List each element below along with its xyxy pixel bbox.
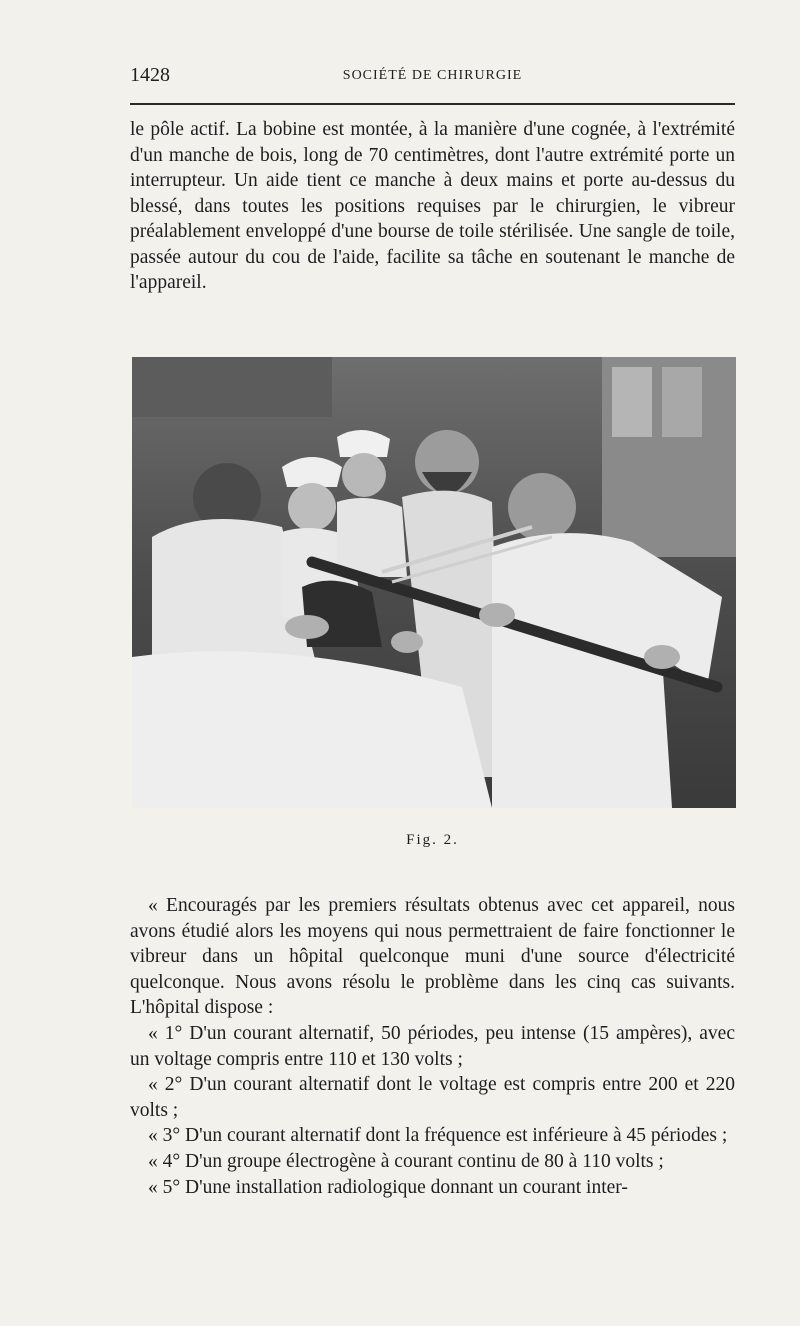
list-item-2: « 2° D'un courant alternatif dont le voltage est compris entre 200 et 220 volts ; — [130, 1074, 735, 1121]
list-item-3: « 3° D'un courant alternatif dont la fréquence est inférieure à 45 périodes ; — [148, 1125, 728, 1147]
page-header — [130, 62, 735, 92]
paragraph-intro: « Encouragés par les premiers résultats obtenus avec cet appareil, nous avons étudié alors les moyens qui nous permettraient de faire fonctionner le vibreur dans un hôpital quelconque muni d'une source d'électricité quelconque. Nous avons résolu le problème dans les cinq cas suivants. L'hôpital dispose : — [130, 895, 735, 1019]
header-rule — [130, 103, 735, 105]
page-number: 1428 — [130, 64, 170, 86]
intro-paragraph: le pôle actif. La bobine est montée, à la manière d'une cognée, à l'extrémité d'un manche de bois, long de 70 centimètres, dont l'autre extrémité porte un interrupteur. Un aide tient ce manche à deux mains et porte au-dessus du blessé, dans toutes les positions requises par le chirurgien, le vibreur préalablement enveloppé d'une bourse de toile stérilisée. Une sangle de toile, passée autour du cou de l'aide, facilite sa tâche en soutenant le manche de l'appareil. — [130, 119, 735, 293]
list-item-1: « 1° D'un courant alternatif, 50 périodes, peu intense (15 ampères), avec un voltage compris entre 110 et 130 volts ; — [130, 1022, 735, 1070]
running-title: SOCIÉTÉ DE CHIRURGIE — [342, 68, 523, 83]
list-item-4: « 4° D'un groupe électrogène à courant continu de 80 à 110 volts ; — [148, 1150, 664, 1172]
figure-caption: Fig. 2. — [406, 832, 459, 848]
photograph-image — [132, 357, 736, 808]
figure-photograph — [132, 357, 736, 808]
list-item-5: « 5° D'une installation radiologique donnant un courant inter- — [148, 1176, 628, 1198]
body-text — [130, 893, 735, 1200]
